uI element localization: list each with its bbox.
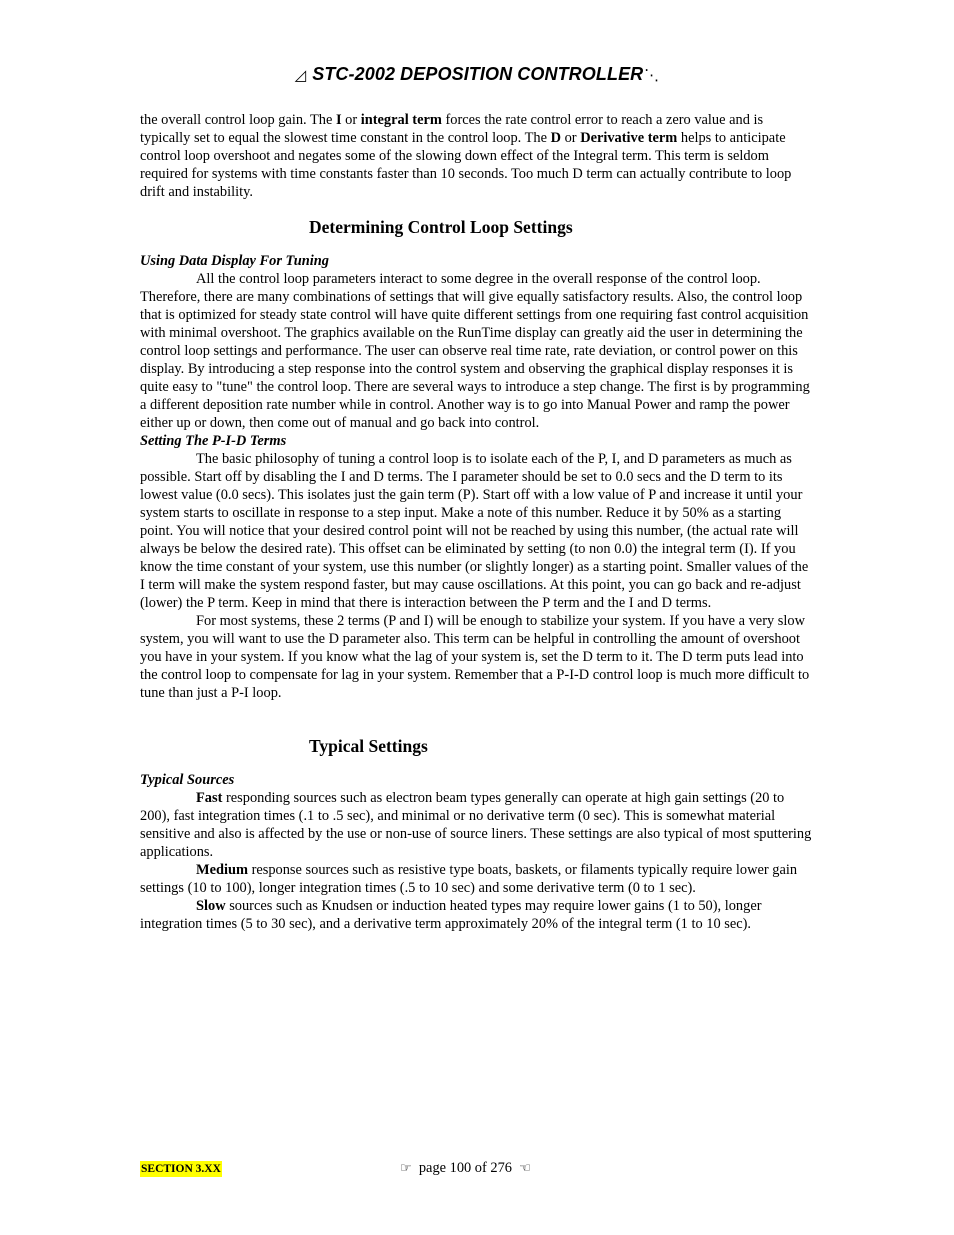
paragraph-medium-sources xyxy=(140,861,816,897)
intro-text-3: forces the rate control error to reach a zero value and is typically set to equal the slowest time constant in the control loop. The xyxy=(140,112,764,146)
intro-bold-derivative-term: Derivative term xyxy=(580,130,678,146)
fast-text: responding sources such as electron beam types generally can operate at high gain settings (20 to 200), fast integration times (.1 to .5 sec), and minimal or no derivative term (0 sec). This is somewhat material sensitive and also is affected by the use or non-use of source liners. These settings are also typical of most sputtering applications. xyxy=(140,790,812,860)
intro-paragraph xyxy=(140,111,816,201)
page-body xyxy=(140,111,816,933)
intro-text-5: helps to anticipate control loop overshoot and negates some of the slowing down effect of the Integral term. This term is seldom required for systems with time constants faster than 10 seconds. Too much D term can actually contribute to loop drift and instability. xyxy=(140,130,792,200)
subheading-setting-pid-terms: Setting The P-I-D Terms xyxy=(140,433,287,449)
intro-bold-i: I xyxy=(335,112,342,128)
medium-label: Medium xyxy=(196,862,248,878)
pointing-right-hand-icon: ☞ xyxy=(400,1161,412,1176)
subheading-typical-sources: Typical Sources xyxy=(140,772,235,788)
intro-bold-d: D xyxy=(550,130,561,146)
page-number-text: page 100 of 276 xyxy=(418,1160,512,1176)
medium-text: response sources such as resistive type boats, baskets, or filaments typically require lower gain settings (10 to 100), longer integration times (.5 to 10 sec) and some derivative term (0 to 1 sec). xyxy=(140,862,798,896)
intro-text-4: or xyxy=(561,130,581,146)
header-right-ornament-icon: ⋱ xyxy=(644,67,660,84)
footer-page-number xyxy=(400,1160,531,1177)
header-left-ornament-icon: ◿ xyxy=(294,67,307,84)
paragraph-data-display: All the control loop parameters interact to some degree in the overall response of the control loop. Therefore, there are many combinations of settings that will give equally satisfactory results. Also, the control loop that is optimized for steady state control will have quite different settings from one requiring fast control acquisition with minimal overshoot. The graphics available on the RunTime display can greatly aid the user in determining the control loop settings and performance. The user can observe real time rate, rate deviation, or control power on this display. By introducing a step response into the control system and observing the graphical display responses it is quite easy to "tune" the control loop. There are several ways to introduce a step change. The first is by programming a different deposition rate number while in control. Another way is to go into Manual Power and ramp the power either up or down, then come out of manual and go back into control. xyxy=(140,271,810,431)
intro-bold-integral-term: integral term xyxy=(360,112,442,128)
paragraph-pid-philosophy: The basic philosophy of tuning a control loop is to isolate each of the P, I, and D parameters as much as possible. Start off by disabling the I and D terms. The I parameter should be set to 0.0 secs and the D term to its lowest value (0.0 secs). This isolates just the gain term (P). Start off with a low value of P and increase it until your system starts to oscillate in response to a step input. Make a note of this number. Reduce it by 50% as a starting point. You will notice that your desired control point will not be reached by using this number, (the actual rate will always be below the desired rate). This offset can be eliminated by setting (to non 0.0) the integral term (I). If you know the time constant of your system, use this number (or slightly longer) as a starting point. Smaller values of the I term will make the system respond faster, but may cause oscillations. At this point, you can go back and re-adjust (lower) the P term. Keep in mind that there is interaction between the P term and the I and D terms. xyxy=(140,451,809,611)
paragraph-fast-sources xyxy=(140,789,816,861)
subheading-using-data-display: Using Data Display For Tuning xyxy=(140,253,329,269)
page-header xyxy=(0,64,954,85)
paragraph-slow-sources xyxy=(140,897,816,933)
header-title: STC-2002 DEPOSITION CONTROLLER xyxy=(312,64,644,84)
heading-determining-control-loop-settings: Determining Control Loop Settings xyxy=(309,217,573,237)
intro-text-1: the overall control loop gain. The xyxy=(140,112,336,128)
slow-text: sources such as Knudsen or induction heated types may require lower gains (1 to 50), longer integration times (5 to 30 sec), and a derivative term approximately 20% of the integral term (1 to 10 sec). xyxy=(140,898,762,932)
paragraph-pid-systems: For most systems, these 2 terms (P and I) will be enough to stabilize your system. If you have a very slow system, you will want to use the D parameter also. This term can be helpful in controlling the amount of overshoot you have in your system. If you know what the lag of your system is, set the D term to it. The D term puts lead into the control loop to compensate for lag in your system. Remember that a P-I-D control loop is much more difficult to tune than just a P-I loop. xyxy=(140,613,810,701)
intro-text-2: or xyxy=(341,112,361,128)
fast-label: Fast xyxy=(196,790,223,806)
slow-label: Slow xyxy=(196,898,226,914)
pointing-left-hand-icon: ☜ xyxy=(519,1161,531,1176)
footer-section-label: SECTION 3.XX xyxy=(141,1163,221,1175)
heading-typical-settings: Typical Settings xyxy=(309,736,428,756)
